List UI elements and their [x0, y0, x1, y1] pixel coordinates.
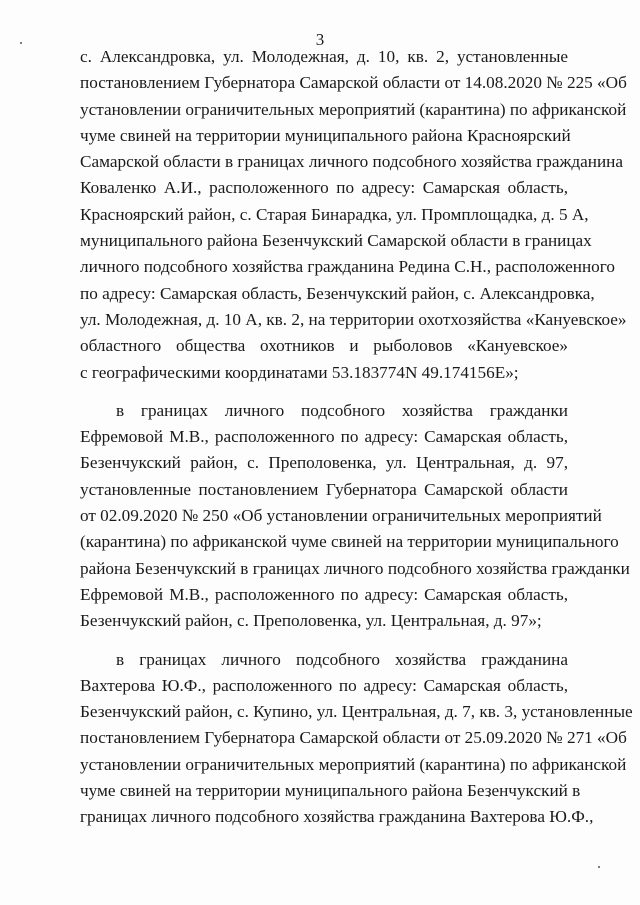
- text-line: по адресу: Самарская область, Безенчукский район, с. Александровка,: [80, 283, 595, 303]
- text-line: границах личного подсобного хозяйства гражданина Вахтерова Ю.Ф.,: [80, 807, 594, 827]
- text-line: в границах личного подсобного хозяйства гражданина: [116, 649, 568, 669]
- paragraph-gap: [80, 386, 568, 398]
- text-line: Коваленко А.И., расположенного по адресу: Самарская область,: [80, 178, 568, 198]
- text-line: (карантина) по африканской чуме свиней на территории муниципального: [80, 532, 619, 552]
- text-line: Безенчукский район, с. Купино, ул. Центральная, д. 7, кв. 3, установленные: [80, 702, 633, 722]
- text-line: Самарской области в границах личного подсобного хозяйства гражданина: [80, 152, 623, 172]
- text-line: установлении ограничительных мероприятий (карантина) по африканской: [80, 99, 627, 119]
- paragraph-gap: [80, 635, 568, 647]
- paragraph: [80, 647, 633, 831]
- paragraph: [80, 44, 627, 386]
- text-line: личного подсобного хозяйства гражданина Редина С.Н., расположенного: [80, 257, 615, 277]
- text-line: Ефремовой М.В., расположенного по адресу: Самарская область,: [80, 427, 568, 447]
- text-line: района Безенчукский в границах личного подсобного хозяйства гражданки: [80, 558, 630, 578]
- text-line: ул. Молодежная, д. 10 А, кв. 2, на территории охотхозяйства «Кануевское»: [80, 309, 627, 329]
- text-line: от 02.09.2020 № 250 «Об установлении ограничительных мероприятий: [80, 506, 602, 526]
- text-line: муниципального района Безенчукский Самарской области в границах: [80, 231, 592, 251]
- text-line: чуме свиней на территории муниципального района Красноярский: [80, 125, 571, 145]
- text-line: Безенчукский район, с. Преполовенка, ул. Центральная, д. 97»;: [80, 611, 542, 631]
- text-line: Красноярский район, с. Старая Бинарадка, ул. Промплощадка, д. 5 А,: [80, 204, 589, 224]
- text-line: постановлением Губернатора Самарской области от 25.09.2020 № 271 «Об: [80, 728, 627, 748]
- text-line: с географическими координатами 53.183774N 49.174156E»;: [80, 362, 519, 382]
- text-line: областного общества охотников и рыболовов «Кануевское»: [80, 336, 568, 356]
- text-line: Безенчукский район, с. Преполовенка, ул. Центральная, д. 97,: [80, 453, 568, 473]
- document-body: [80, 44, 633, 831]
- text-line: установлении ограничительных мероприятий (карантина) по африканской: [80, 754, 627, 774]
- text-line: Ефремовой М.В., расположенного по адресу: Самарская область,: [80, 584, 568, 604]
- text-line: чуме свиней на территории муниципального района Безенчукский в: [80, 781, 581, 801]
- text-line: Вахтерова Ю.Ф., расположенного по адресу: Самарская область,: [80, 675, 568, 695]
- text-line: в границах личного подсобного хозяйства гражданки: [116, 400, 568, 420]
- text-line: установленные постановлением Губернатора Самарской области: [80, 479, 568, 499]
- text-line: с. Александровка, ул. Молодежная, д. 10, кв. 2, установленные: [80, 47, 568, 66]
- text-line: постановлением Губернатора Самарской области от 14.08.2020 № 225 «Об: [80, 73, 627, 93]
- scan-speck: [598, 866, 600, 868]
- page-number: 3: [315, 30, 325, 49]
- paragraph: [80, 398, 630, 635]
